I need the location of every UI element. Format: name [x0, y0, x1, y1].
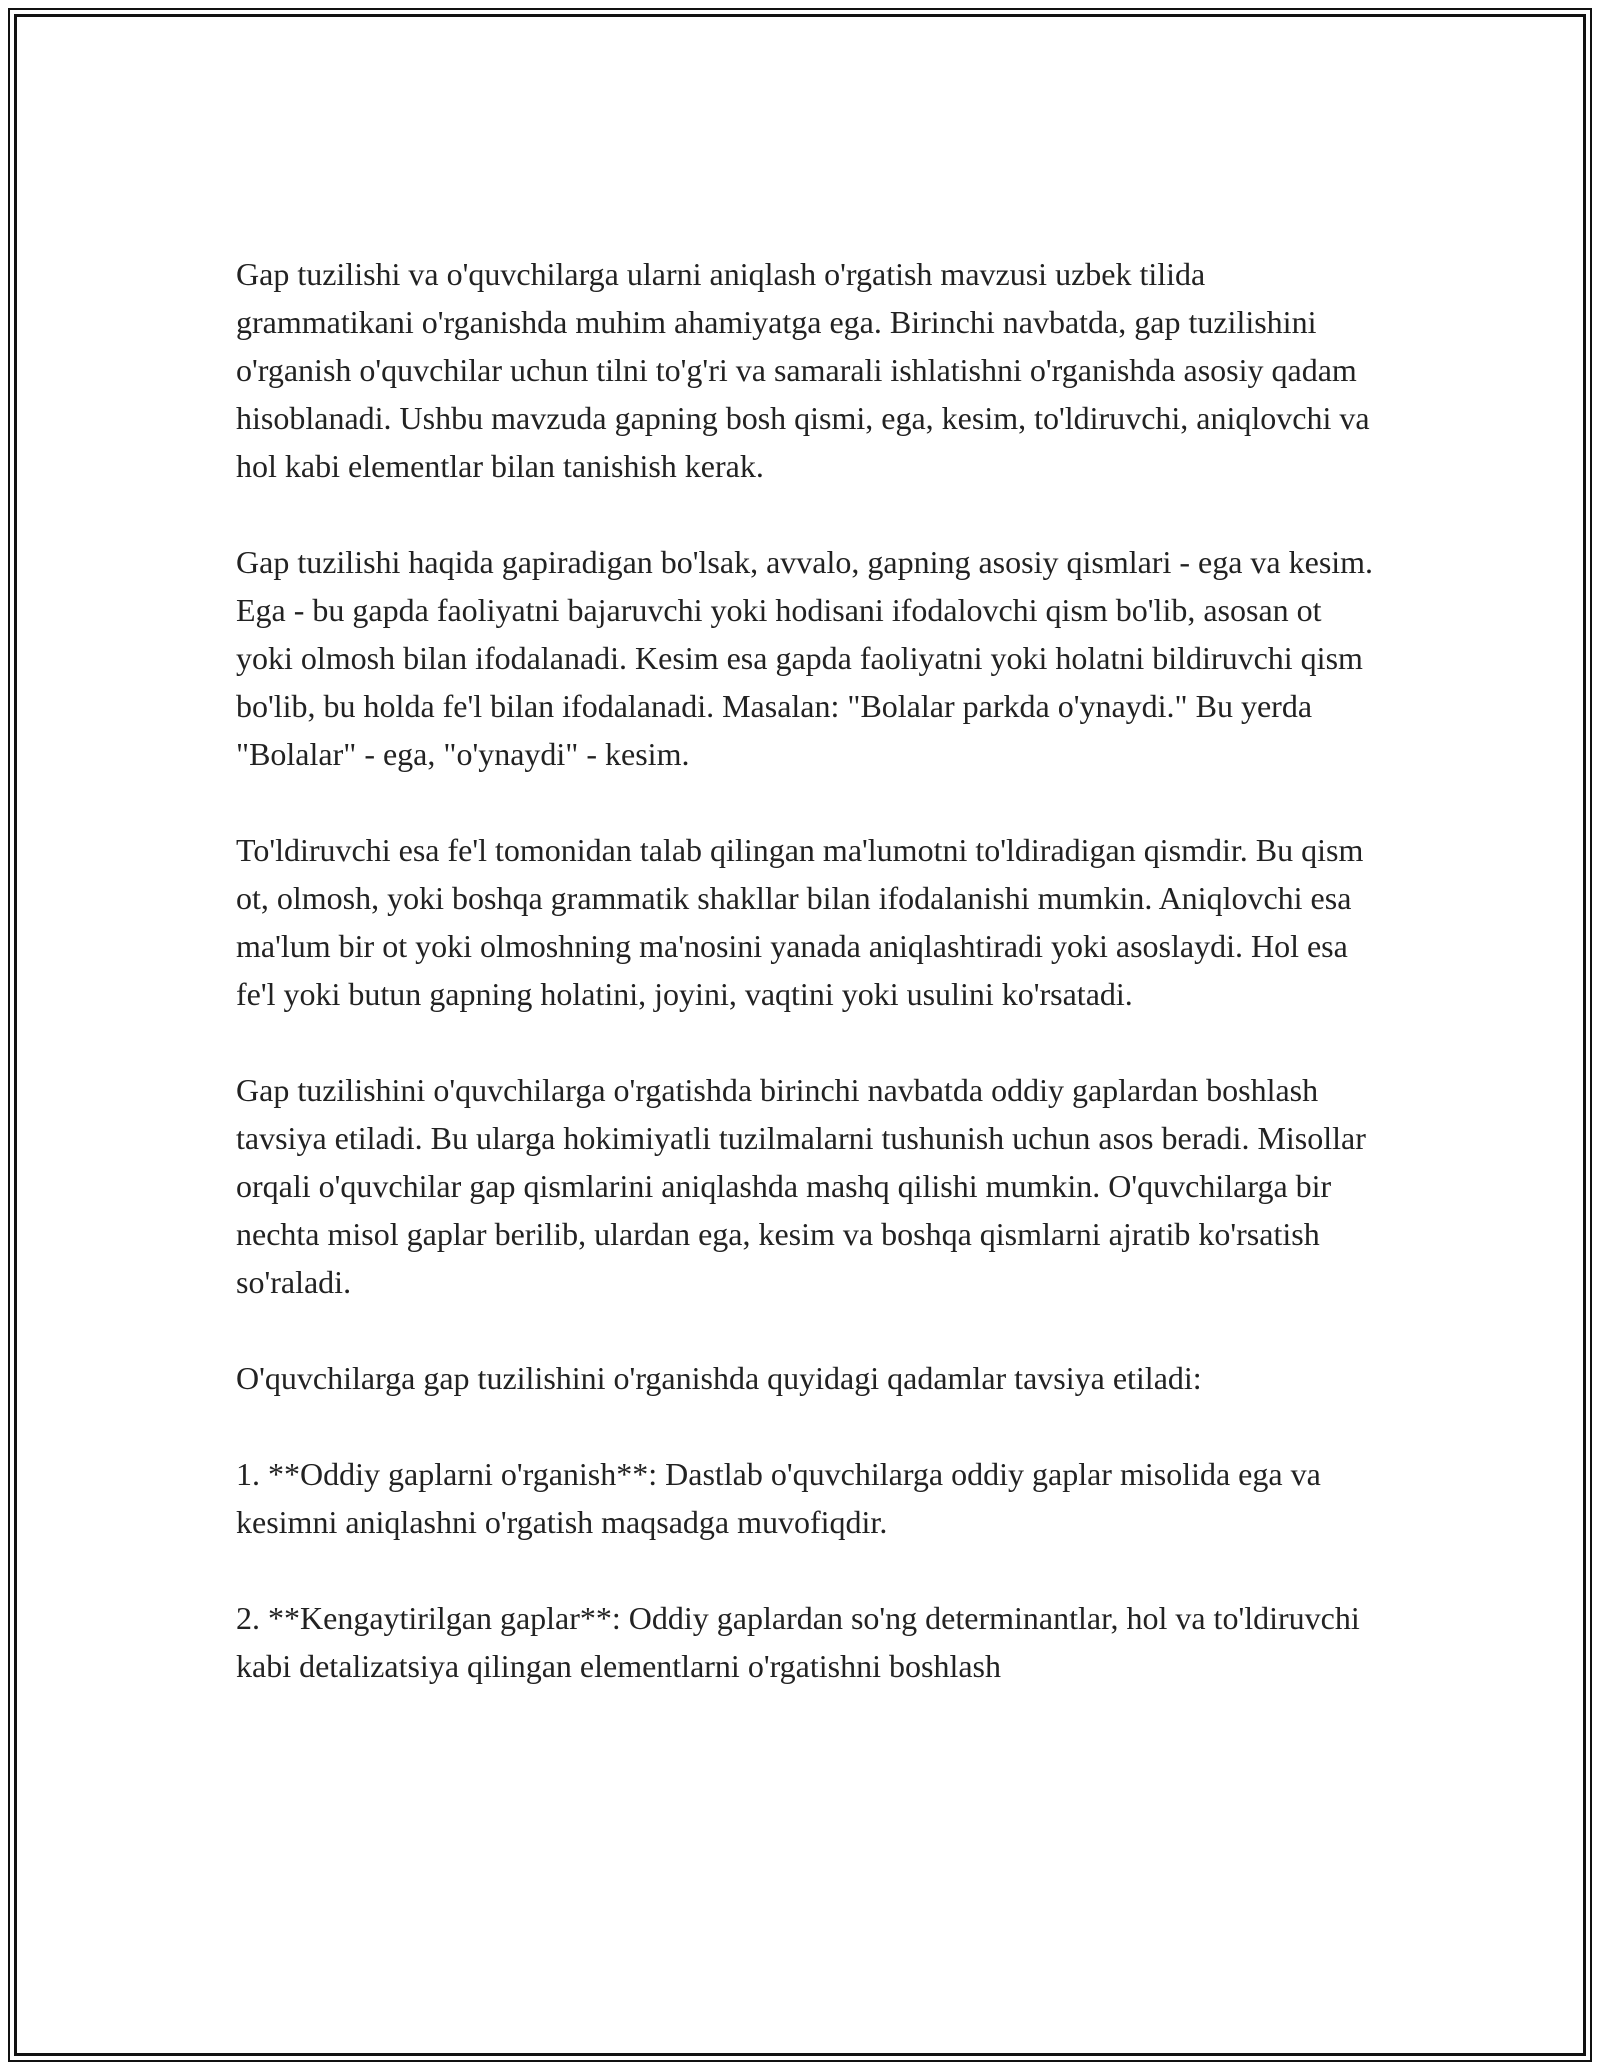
paragraph-teaching: Gap tuzilishini o'quvchilarga o'rgatishda birinchi navbatda oddiy gaplardan boshlash tavsiya etiladi. Bu ularga hokimiyatli tuzilmalarni tushunish uchun asos beradi. Misollar orqali o'quvchilar gap qismlarini aniqlashda mashq qilishi mumkin. O'quvchilarga bir nechta misol gaplar berilib, ulardan ega, kesim va boshqa qismlarni ajratib ko'rsatish so'raladi. — [236, 1072, 1366, 1300]
paragraph-toldiruvchi: To'ldiruvchi esa fe'l tomonidan talab qilingan ma'lumotni to'ldiradigan qismdir. Bu qism ot, olmosh, yoki boshqa grammatik shakllar bilan ifodalanishi mumkin. Aniqlovchi esa ma'lum bir ot yoki olmoshning ma'nosini yanada aniqlashtiradi yoki asoslaydi. Hol esa fe'l yoki butun gapning holatini, joyini, vaqtini yoki usulini ko'rsatadi. — [236, 832, 1364, 1012]
paragraph-ega-kesim: Gap tuzilishi haqida gapiradigan bo'lsak, avvalo, gapning asosiy qismlari - ega va kesim. Ega - bu gapda faoliyatni bajaruvchi yoki hodisani ifodalovchi qism bo'lib, asosan ot yoki olmosh bilan ifodalanadi. Kesim esa gapda faoliyatni yoki holatni bildiruvchi qism bo'lib, bu holda fe'l bilan ifodalanadi. Masalan: "Bolalar parkda o'ynaydi." Bu yerda "Bolalar" - ega, "o'ynaydi" - kesim. — [236, 544, 1374, 772]
document-body — [236, 250, 1376, 1690]
list-item-step-2: 2. **Kengaytirilgan gaplar**: Oddiy gaplardan so'ng determinantlar, hol va to'ldiruvchi kabi detalizatsiya qilingan elementlarni o'rgatishni boshlash — [236, 1600, 1360, 1684]
paragraph-steps-intro: O'quvchilarga gap tuzilishini o'rganishda quyidagi qadamlar tavsiya etiladi: — [236, 1360, 1202, 1396]
list-item-step-1: 1. **Oddiy gaplarni o'rganish**: Dastlab o'quvchilarga oddiy gaplar misolida ega va kesimni aniqlashni o'rgatish maqsadga muvofiqdir. — [236, 1456, 1321, 1540]
paragraph-intro: Gap tuzilishi va o'quvchilarga ularni aniqlash o'rgatish mavzusi uzbek tilida grammatikani o'rganishda muhim ahamiyatga ega. Birinchi navbatda, gap tuzilishini o'rganish o'quvchilar uchun tilni to'g'ri va samarali ishlatishni o'rganishda asosiy qadam hisoblanadi. Ushbu mavzuda gapning bosh qismi, ega, kesim, to'ldiruvchi, aniqlovchi va hol kabi elementlar bilan tanishish kerak. — [236, 256, 1370, 484]
